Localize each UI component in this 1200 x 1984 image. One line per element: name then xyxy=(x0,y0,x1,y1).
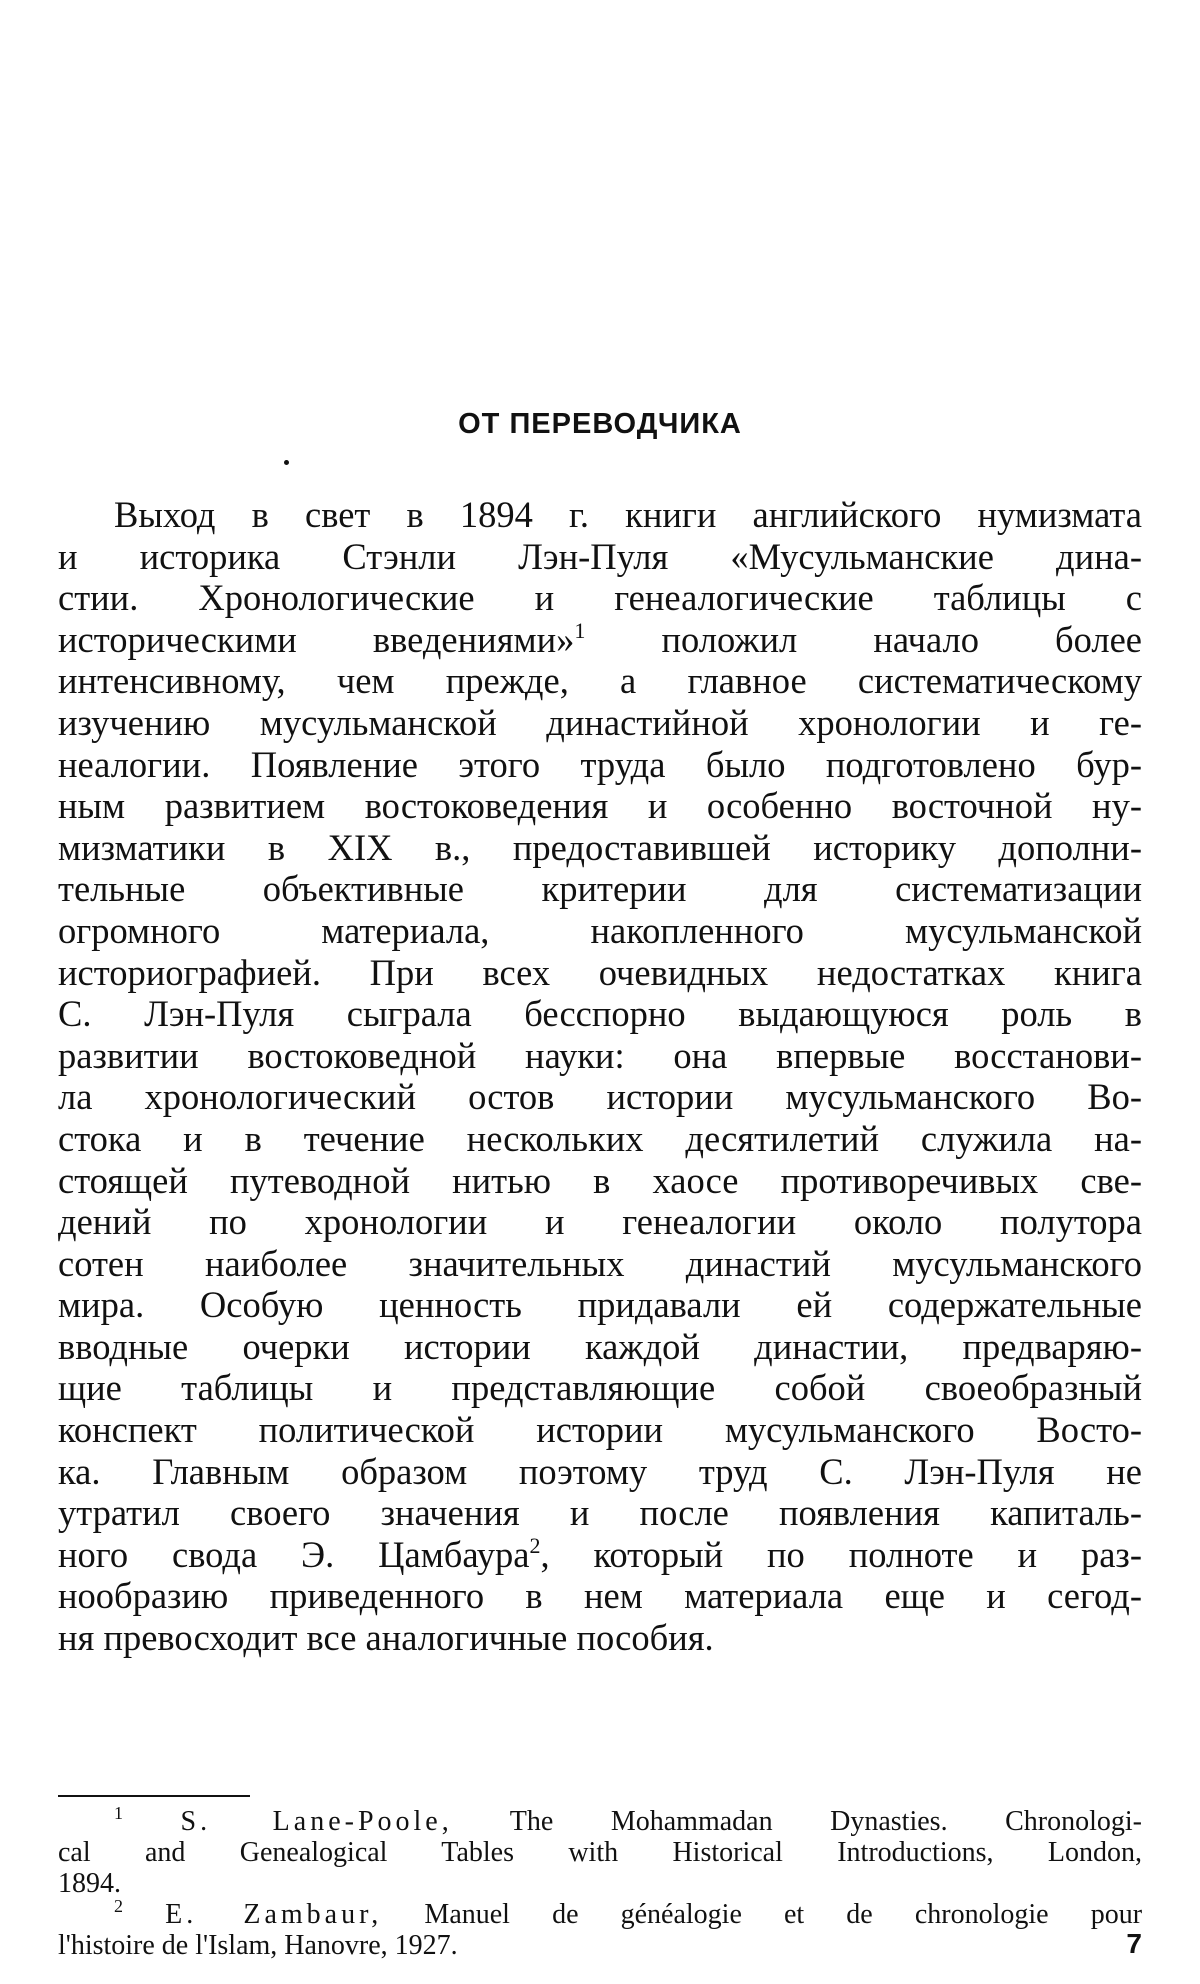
footnote-divider xyxy=(58,1795,250,1797)
body-line: ным развитием востоковедения и особенно восточной ну- xyxy=(58,785,1142,827)
page-title: ОТ ПЕРЕВОДЧИКА xyxy=(458,408,742,440)
body-line: вводные очерки истории каждой династии, предваряю- xyxy=(58,1325,1142,1367)
body-line: неалогии. Появление этого труда было подготовлено бур- xyxy=(58,743,1142,785)
footnote-line: cal and Genealogical Tables with Historical Introductions, London, xyxy=(58,1837,1142,1868)
footnote-text: Manuel de généalogie et de chronologie pour xyxy=(424,1899,1143,1930)
body-text xyxy=(58,494,1142,1659)
body-line: огромного материала, накопленного мусульманской xyxy=(58,909,1142,951)
body-line: интенсивному, чем прежде, а главное систематическому xyxy=(58,660,1142,702)
body-line: С. Лэн-Пуля сыграла бесспорно выдающуюся роль в xyxy=(58,993,1142,1035)
body-line: ла хронологический остов истории мусульманского Во- xyxy=(58,1076,1142,1118)
body-line: утратил своего значения и после появления капиталь- xyxy=(58,1492,1142,1534)
body-line: и историка Стэнли Лэн-Пуля «Мусульманские дина- xyxy=(58,535,1142,577)
footnote-line: 1894. xyxy=(58,1868,121,1899)
footnote-mark: 2 xyxy=(114,1896,123,1916)
body-line: Выход в свет в 1894 г. книги английского нумизмата xyxy=(114,494,1142,535)
body-line: стоящей путеводной нитью в хаосе противоречивых све- xyxy=(58,1159,1142,1201)
body-line: развитии востоковедной науки: она впервые восстанови- xyxy=(58,1034,1142,1076)
footnote-mark: 1 xyxy=(114,1803,123,1823)
print-speck xyxy=(284,460,289,465)
body-line: сотен наиболее значительных династий мусульманского xyxy=(58,1242,1142,1284)
page-number: 7 xyxy=(1126,1928,1142,1959)
footnote-line xyxy=(58,1803,1142,1837)
body-line: нообразию приведенного в нем материала еще и сегод- xyxy=(58,1575,1142,1617)
body-line: тельные объективные критерии для систематизации xyxy=(58,868,1142,910)
footnote-author: E. Zambaur, xyxy=(165,1899,383,1930)
body-line-part: положил начало более xyxy=(661,618,1142,660)
body-line xyxy=(58,1534,1142,1576)
body-line xyxy=(58,619,1142,661)
body-line-part: , который по полноте и раз- xyxy=(540,1533,1143,1575)
footnote-line: l'histoire de l'Islam, Hanovre, 1927. xyxy=(58,1930,458,1961)
footnote-ref: 1 xyxy=(574,617,586,643)
footnote-author: S. Lane-Poole, xyxy=(180,1806,453,1837)
body-line-part: историческими введениями» xyxy=(58,618,575,660)
body-line: стии. Хронологические и генеалогические таблицы с xyxy=(58,577,1142,619)
body-line: мира. Особую ценность придавали ей содержательные xyxy=(58,1284,1142,1326)
body-line: щие таблицы и представляющие собой своеобразный xyxy=(58,1367,1142,1409)
body-line: дений по хронологии и генеалогии около полутора xyxy=(58,1201,1142,1243)
body-line: изучению мусульманской династийной хронологии и ге- xyxy=(58,701,1142,743)
body-line: ня превосходит все аналогичные пособия. xyxy=(58,1617,714,1659)
body-line-part: ного свода Э. Цамбаура xyxy=(58,1533,530,1575)
body-line: стока и в течение нескольких десятилетий служила на- xyxy=(58,1117,1142,1159)
body-line: конспект политической истории мусульманского Восто- xyxy=(58,1409,1142,1451)
footnotes xyxy=(58,1803,1143,1961)
footnote-ref: 2 xyxy=(529,1532,541,1558)
body-line: мизматики в XIX в., предоставившей историку дополни- xyxy=(58,826,1142,868)
body-line: историографией. При всех очевидных недостатках книга xyxy=(58,951,1142,993)
body-line: ка. Главным образом поэтому труд С. Лэн-Пуля не xyxy=(58,1450,1142,1492)
footnote-line xyxy=(58,1896,1143,1930)
footnote-text: The Mohammadan Dynasties. Chronologi- xyxy=(509,1806,1142,1837)
